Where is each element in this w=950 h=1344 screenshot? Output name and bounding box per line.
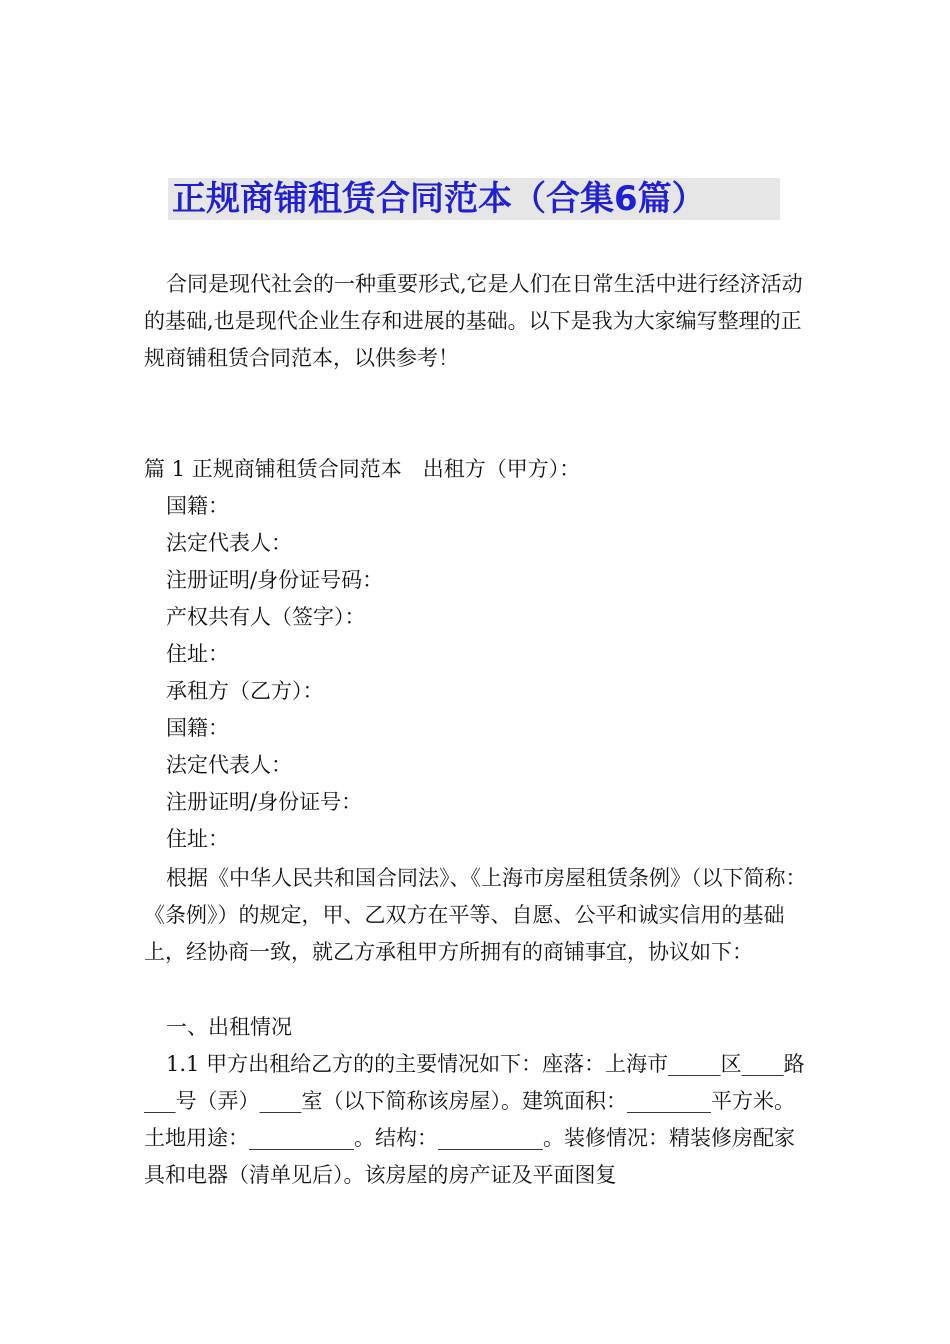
field-nationality-lessor: 国籍： (166, 494, 229, 518)
field-legal-rep-lessor: 法定代表人： (166, 531, 292, 555)
field-nationality-lessee: 国籍： (166, 716, 229, 740)
field-lessee-heading: 承租方（乙方）： (166, 679, 324, 703)
field-co-owner: 产权共有人（签字）： (166, 605, 366, 629)
title-highlight (168, 178, 780, 220)
document-title: 正规商铺租赁合同范本（合集6篇） (172, 179, 706, 219)
intro-paragraph: 合同是现代社会的一种重要形式,它是人们在日常生活中进行经济活动的基础,也是现代企业生存和进展的基础。以下是我为大家编写整理的正规商铺租赁合同范本，以供参考！ (144, 272, 803, 370)
field-id-lessor: 注册证明/身份证号码： (166, 568, 384, 592)
field-address-lessor: 住址： (166, 642, 229, 666)
section-heading: 篇 1 正规商铺租赁合同范本 出租方（甲方）： (144, 457, 581, 481)
field-legal-rep-lessee: 法定代表人： (166, 753, 292, 777)
field-address-lessee: 住址： (166, 827, 229, 851)
clause-1-1-paragraph: 1.1 甲方出租给乙方的的主要情况如下：座落：上海市_____区____路___号（弄）____室（以下简称该房屋）。建筑面积：________平方米。土地用途：__________。结构：__________。装修情况：精装修房配家具和电器（清单见后）。该房屋的房产证及平面图复 (144, 1052, 805, 1187)
field-id-lessee: 注册证明/身份证号： (166, 790, 363, 814)
basis-paragraph: 根据《中华人民共和国合同法》、《上海市房屋租赁条例》（以下简称：《条例》）的规定，甲、乙双方在平等、自愿、公平和诚实信用的基础上，经协商一致，就乙方承租甲方所拥有的商铺事宜，协议如下： (144, 866, 807, 964)
clause-heading: 一、出租情况 (166, 1015, 292, 1039)
